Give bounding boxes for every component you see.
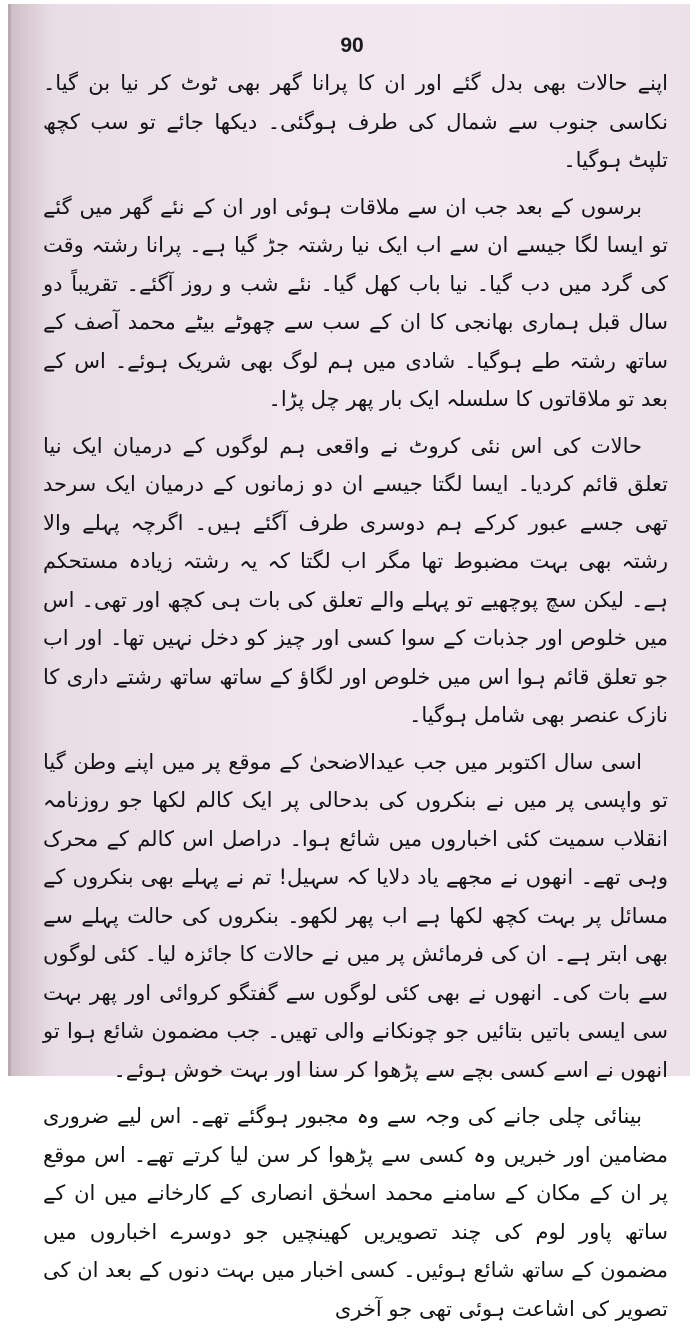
paragraph-2: برسوں کے بعد جب ان سے ملاقات ہوئی اور ان کے نئے گھر میں گئے تو ایسا لگا جیسے ان سے اب ایک نیا رشتہ جڑ گیا ہے۔ پرانا رشتہ وقت کی گرد میں دب گیا۔ نیا باب کھل گیا۔ نئے شب و روز آگئے۔ تقریباً دو سال قبل ہماری بھانجی کا ان کے سب سے چھوٹے بیٹے محمد آصف کے ساتھ رشتہ طے ہوگیا۔ شادی میں ہم لوگ بھی شریک ہوئے۔ اس کے بعد تو ملاقاتوں کا سلسلہ ایک بار پھر چل پڑا۔	[43, 194, 668, 411]
book-page	[8, 4, 690, 1321]
paragraph-4: اسی سال اکتوبر میں جب عیدالاضحیٰ کے موقع پر میں اپنے وطن گیا تو واپسی پر میں نے بنکروں کی بدحالی پر ایک کالم لکھا جو روزنامہ انقلاب سمیت کئی اخباروں میں شائع ہوا۔ دراصل اس کالم کے محرک وہی تھے۔ انھوں نے مجھے یاد دلایا کہ سہیل! تم نے پہلے بھی بنکروں کے مسائل پر بہت کچھ لکھا ہے اب پھر لکھو۔ بنکروں کی حالت پہلے سے بھی ابتر ہے۔ ان کی فرمائش پر میں نے حالات کا جائزہ لیا۔ کئی لوگوں سے بات کی۔ انھوں نے بھی کئی لوگوں سے گفتگو کروائی اور پھر بہت سی ایسی باتیں بتائیں جو چونکانے والی تھیں۔ جب مضمون شائع ہوا تو انھوں نے اسے کسی بچے سے پڑھوا کر سنا اور بہت خوش ہوئے۔	[43, 749, 668, 1082]
paragraph-5: بینائی چلی جانے کی وجہ سے وہ مجبور ہوگئے تھے۔ اس لیے ضروری مضامین اور خبریں وہ کسی سے پڑھوا کر سن لیا کرتے تھے۔ اس موقع پر ان کے مکان کے سامنے محمد اسحٰق انصاری کے کارخانے میں ان کے ساتھ پاور لوم کی چند تصویریں کھینچیں جو دوسرے اخباروں میں مضمون کے ساتھ شائع ہوئیں۔ کسی اخبار میں بہت دنوں کے بعد ان کی تصویر کی اشاعت ہوئی تھی جو آخری	[43, 1104, 668, 1321]
page-body	[43, 64, 668, 1336]
paragraph-3: حالات کی اس نئی کروٹ نے واقعی ہم لوگوں کے درمیان ایک نیا تعلق قائم کردیا۔ ایسا لگتا جیسے ان دو زمانوں کے درمیان ایک سرحد تھی جسے عبور کرکے ہم دوسری طرف آگئے ہیں۔ اگرچہ پہلے والا رشتہ بھی بہت مضبوط تھا مگر اب لگتا کہ یہ رشتہ زیادہ مستحکم ہے۔ لیکن سچ پوچھیے تو پہلے والے تعلق کی بات ہی کچھ اور تھی۔ اس میں خلوص اور جذبات کے سوا کسی اور چیز کو دخل نہیں تھا۔ اور اب جو تعلق قائم ہوا اس میں خلوص اور لگاؤ کے ساتھ ساتھ رشتے داری کا نازک عنصر بھی شامل ہوگیا۔	[43, 433, 668, 727]
page-number: 90	[340, 34, 364, 57]
paragraph-1: اپنے حالات بھی بدل گئے اور ان کا پرانا گھر بھی ٹوٹ کر نیا بن گیا۔ نکاسی جنوب سے شمال کی طرف ہوگئی۔ دیکھا جائے تو سب کچھ تلپٹ ہوگیا۔	[43, 71, 668, 172]
